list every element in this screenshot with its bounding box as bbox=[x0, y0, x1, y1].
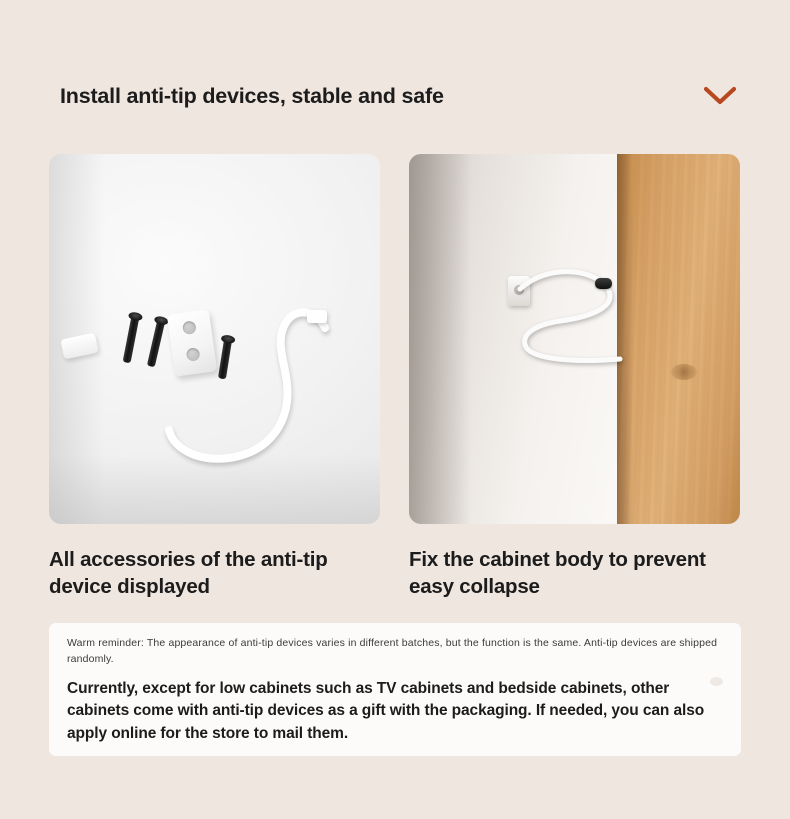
reminder-note: Warm reminder: The appearance of anti-tip devices varies in different batches, but the function is the same. Anti-tip devices are shipped randomly. bbox=[67, 637, 718, 665]
photo-shadow-bottom bbox=[49, 454, 380, 524]
installed-photo bbox=[409, 154, 740, 524]
image-card bbox=[49, 154, 380, 600]
strap-clip bbox=[595, 278, 612, 289]
section-header bbox=[60, 74, 740, 118]
decorative-dot bbox=[710, 677, 723, 686]
wood-knot bbox=[671, 364, 697, 380]
chevron-down-icon[interactable] bbox=[700, 81, 740, 111]
cable-strap bbox=[167, 280, 327, 460]
wall-shadow bbox=[409, 154, 471, 524]
warm-reminder-box bbox=[49, 623, 741, 756]
card-caption: Fix the cabinet body to prevent easy collapse bbox=[409, 548, 706, 599]
content-panel bbox=[24, 24, 766, 795]
image-card bbox=[409, 154, 740, 600]
accessories-photo bbox=[49, 154, 380, 524]
card-caption: All accessories of the anti-tip device displayed bbox=[49, 548, 328, 599]
anti-tip-strap bbox=[504, 259, 644, 369]
reminder-main-text: Currently, except for low cabinets such as TV cabinets and bedside cabinets, other cabinets come with anti-tip devices as a gift with the packaging. If needed, you can also apply online for the store to mail them. bbox=[67, 679, 705, 743]
page-title: Install anti-tip devices, stable and safe bbox=[60, 83, 444, 108]
image-card-list bbox=[49, 154, 741, 600]
